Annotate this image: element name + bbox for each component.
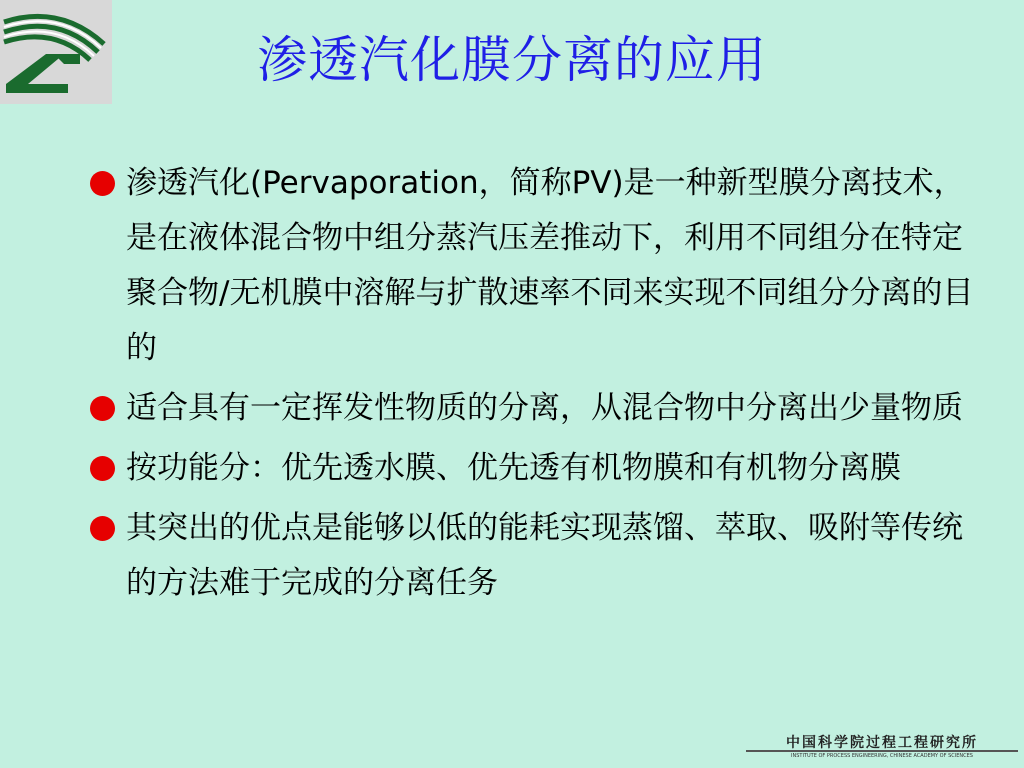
bullet-item: [88, 156, 988, 376]
bullet-dot-icon: [90, 456, 115, 481]
institute-name-cn: 中国科学院过程工程研究所: [786, 735, 978, 750]
bullet-item: [88, 381, 988, 436]
bullet-item: [88, 441, 988, 496]
bullet-dot-icon: [90, 171, 115, 196]
bullet-dot-icon: [90, 396, 115, 421]
institute-footer-logo: [746, 732, 1018, 762]
bullet-text: 渗透汽化(Pervaporation，简称PV)是一种新型膜分离技术，是在液体混合物中组分蒸汽压差推动下，利用不同组分在特定聚合物/无机膜中溶解与扩散速率不同来实现不同组分分离的目的: [126, 165, 974, 366]
bullet-item: [88, 501, 988, 611]
bullet-text: 适合具有一定挥发性物质的分离，从混合物中分离出少量物质: [126, 390, 963, 426]
bullet-text: 其突出的优点是能够以低的能耗实现蒸馏、萃取、吸附等传统的方法难于完成的分离任务: [126, 510, 963, 601]
bullet-text: 按功能分：优先透水膜、优先透有机物膜和有机物分离膜: [126, 450, 901, 486]
bullet-dot-icon: [90, 516, 115, 541]
institute-name-en: INSTITUTE OF PROCESS ENGINEERING, CHINESE ACADEMY OF SCIENCES: [791, 753, 973, 759]
slide-title: 渗透汽化膜分离的应用: [257, 31, 767, 89]
bullet-list: [88, 156, 988, 616]
